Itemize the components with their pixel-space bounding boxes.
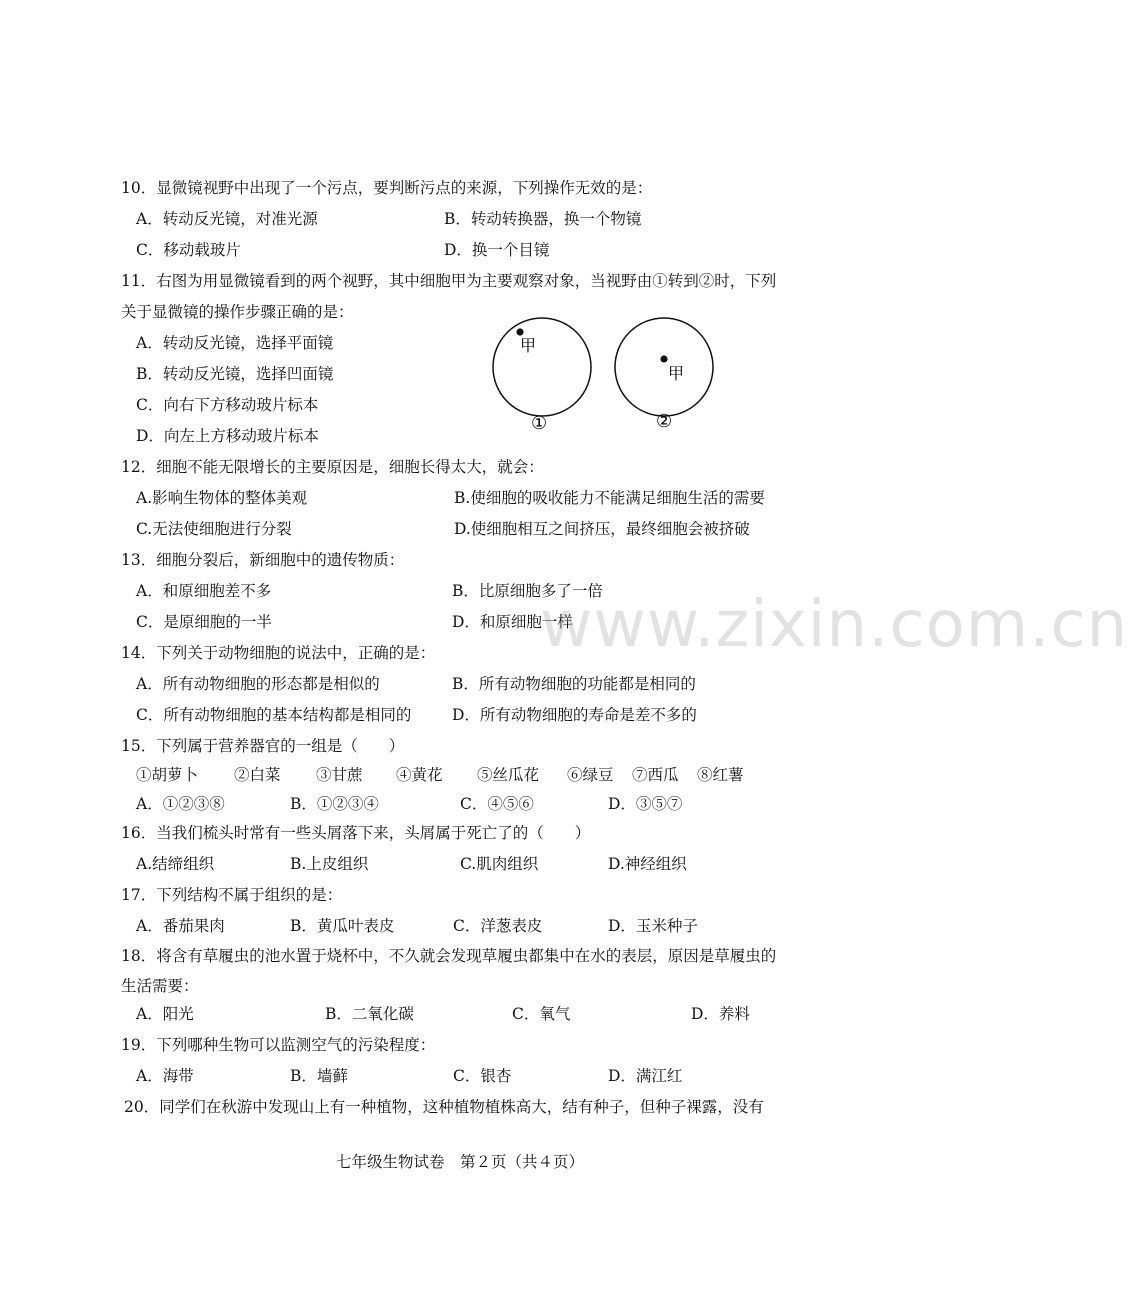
field-label-1: ① bbox=[531, 413, 548, 434]
q15-option-c: C．④⑤⑥ bbox=[460, 795, 534, 813]
q15-option-a: A．①②③⑧ bbox=[136, 795, 225, 813]
q10-option-d: D．换一个目镜 bbox=[444, 241, 550, 259]
q15-option-b: B．①②③④ bbox=[290, 795, 379, 813]
q19-option-d: D．满江红 bbox=[608, 1067, 683, 1085]
q12-option-b: B.使细胞的吸收能力不能满足细胞生活的需要 bbox=[454, 489, 765, 507]
cell-dot-2 bbox=[660, 355, 667, 362]
q13-option-c: C．是原细胞的一半 bbox=[136, 613, 272, 631]
field-label-2: ② bbox=[656, 411, 673, 432]
q10-option-b: B．转动转换器，换一个物镜 bbox=[444, 210, 642, 228]
q10-stem: 10．显微镜视野中出现了一个污点，要判断污点的来源，下列操作无效的是： bbox=[121, 179, 653, 197]
q10-option-a: A．转动反光镜，对准光源 bbox=[136, 210, 318, 228]
q13-stem: 13．细胞分裂后，新细胞中的遗传物质： bbox=[121, 551, 405, 569]
q15-item-2: ②白菜 bbox=[234, 766, 281, 784]
q14-stem: 14．下列关于动物细胞的说法中，正确的是： bbox=[121, 644, 436, 662]
q12-option-c: C.无法使细胞进行分裂 bbox=[136, 520, 292, 538]
q14-option-d: D．所有动物细胞的寿命是差不多的 bbox=[452, 706, 697, 724]
field-of-view-2 bbox=[615, 318, 713, 416]
q11-option-d: D．向左上方移动玻片标本 bbox=[136, 427, 319, 445]
q15-item-3: ③甘蔗 bbox=[316, 766, 363, 784]
q15-item-4: ④黄花 bbox=[396, 766, 443, 784]
page-footer: 七年级生物试卷 第２页（共４页） bbox=[335, 1153, 584, 1171]
q19-option-c: C．银杏 bbox=[453, 1067, 512, 1085]
q14-option-a: A．所有动物细胞的形态都是相似的 bbox=[136, 675, 380, 693]
q15-item-5: ⑤丝瓜花 bbox=[477, 766, 540, 784]
q19-option-b: B．墙藓 bbox=[290, 1067, 348, 1085]
microscope-fields-diagram bbox=[488, 315, 728, 440]
q15-item-8: ⑧红薯 bbox=[697, 766, 744, 784]
q17-stem: 17．下列结构不属于组织的是： bbox=[121, 886, 343, 904]
q13-option-b: B．比原细胞多了一倍 bbox=[452, 582, 603, 600]
q12-option-a: A.影响生物体的整体美观 bbox=[136, 489, 308, 507]
q15-item-6: ⑥绿豆 bbox=[567, 766, 614, 784]
q16-option-a: A.结缔组织 bbox=[136, 855, 215, 873]
q17-option-b: B．黄瓜叶表皮 bbox=[290, 917, 395, 935]
q13-option-a: A．和原细胞差不多 bbox=[136, 582, 272, 600]
q16-option-d: D.神经组织 bbox=[608, 855, 687, 873]
watermark: www.zixin.com.cn bbox=[540, 588, 1128, 662]
cell-dot-1 bbox=[516, 328, 523, 335]
q11-option-a: A．转动反光镜，选择平面镜 bbox=[136, 334, 334, 352]
q11-option-b: B．转动反光镜，选择凹面镜 bbox=[136, 365, 334, 383]
q15-stem: 15．下列属于营养器官的一组是（ ） bbox=[121, 737, 405, 755]
q16-stem: 16．当我们梳头时常有一些头屑落下来，头屑属于死亡了的（ ） bbox=[121, 824, 591, 842]
q12-option-d: D.使细胞相互之间挤压，最终细胞会被挤破 bbox=[454, 520, 750, 538]
q12-stem: 12．细胞不能无限增长的主要原因是，细胞长得太大，就会： bbox=[121, 458, 544, 476]
q11-option-c: C．向右下方移动玻片标本 bbox=[136, 396, 319, 414]
q15-item-7: ⑦西瓜 bbox=[632, 766, 679, 784]
q17-option-a: A．番茄果肉 bbox=[136, 917, 225, 935]
q18-stem-line2: 生活需要： bbox=[121, 977, 199, 995]
cell-label-1: 甲 bbox=[520, 336, 537, 355]
q13-option-d: D．和原细胞一样 bbox=[452, 613, 573, 631]
q14-option-c: C．所有动物细胞的基本结构都是相同的 bbox=[136, 706, 412, 724]
q11-stem-line2: 关于显微镜的操作步骤正确的是： bbox=[121, 303, 354, 321]
q11-stem-line1: 11．右图为用显微镜看到的两个视野，其中细胞甲为主要观察对象，当视野由①转到②时，下列 bbox=[121, 272, 777, 290]
q17-option-d: D．玉米种子 bbox=[608, 917, 698, 935]
q16-option-b: B.上皮组织 bbox=[290, 855, 369, 873]
q18-option-a: A．阳光 bbox=[136, 1005, 194, 1023]
q15-option-d: D．③⑤⑦ bbox=[608, 795, 683, 813]
q18-stem-line1: 18．将含有草履虫的池水置于烧杯中，不久就会发现草履虫都集中在水的表层，原因是草履虫的 bbox=[121, 947, 777, 965]
q19-option-a: A．海带 bbox=[136, 1067, 194, 1085]
q17-option-c: C．洋葱表皮 bbox=[453, 917, 543, 935]
q18-option-b: B．二氧化碳 bbox=[325, 1005, 414, 1023]
q16-option-c: C.肌肉组织 bbox=[460, 855, 539, 873]
q19-stem: 19．下列哪种生物可以监测空气的污染程度： bbox=[121, 1036, 436, 1054]
q14-option-b: B．所有动物细胞的功能都是相同的 bbox=[452, 675, 696, 693]
q18-option-d: D．养料 bbox=[691, 1005, 750, 1023]
q10-option-c: C．移动载玻片 bbox=[136, 241, 241, 259]
field-of-view-1 bbox=[493, 318, 591, 416]
q20-stem: 20．同学们在秋游中发现山上有一种植物，这种植物植株高大，结有种子，但种子裸露，没有 bbox=[124, 1098, 764, 1116]
cell-label-2: 甲 bbox=[668, 364, 685, 383]
q15-item-1: ①胡萝卜 bbox=[136, 766, 199, 784]
q18-option-c: C．氧气 bbox=[512, 1005, 571, 1023]
